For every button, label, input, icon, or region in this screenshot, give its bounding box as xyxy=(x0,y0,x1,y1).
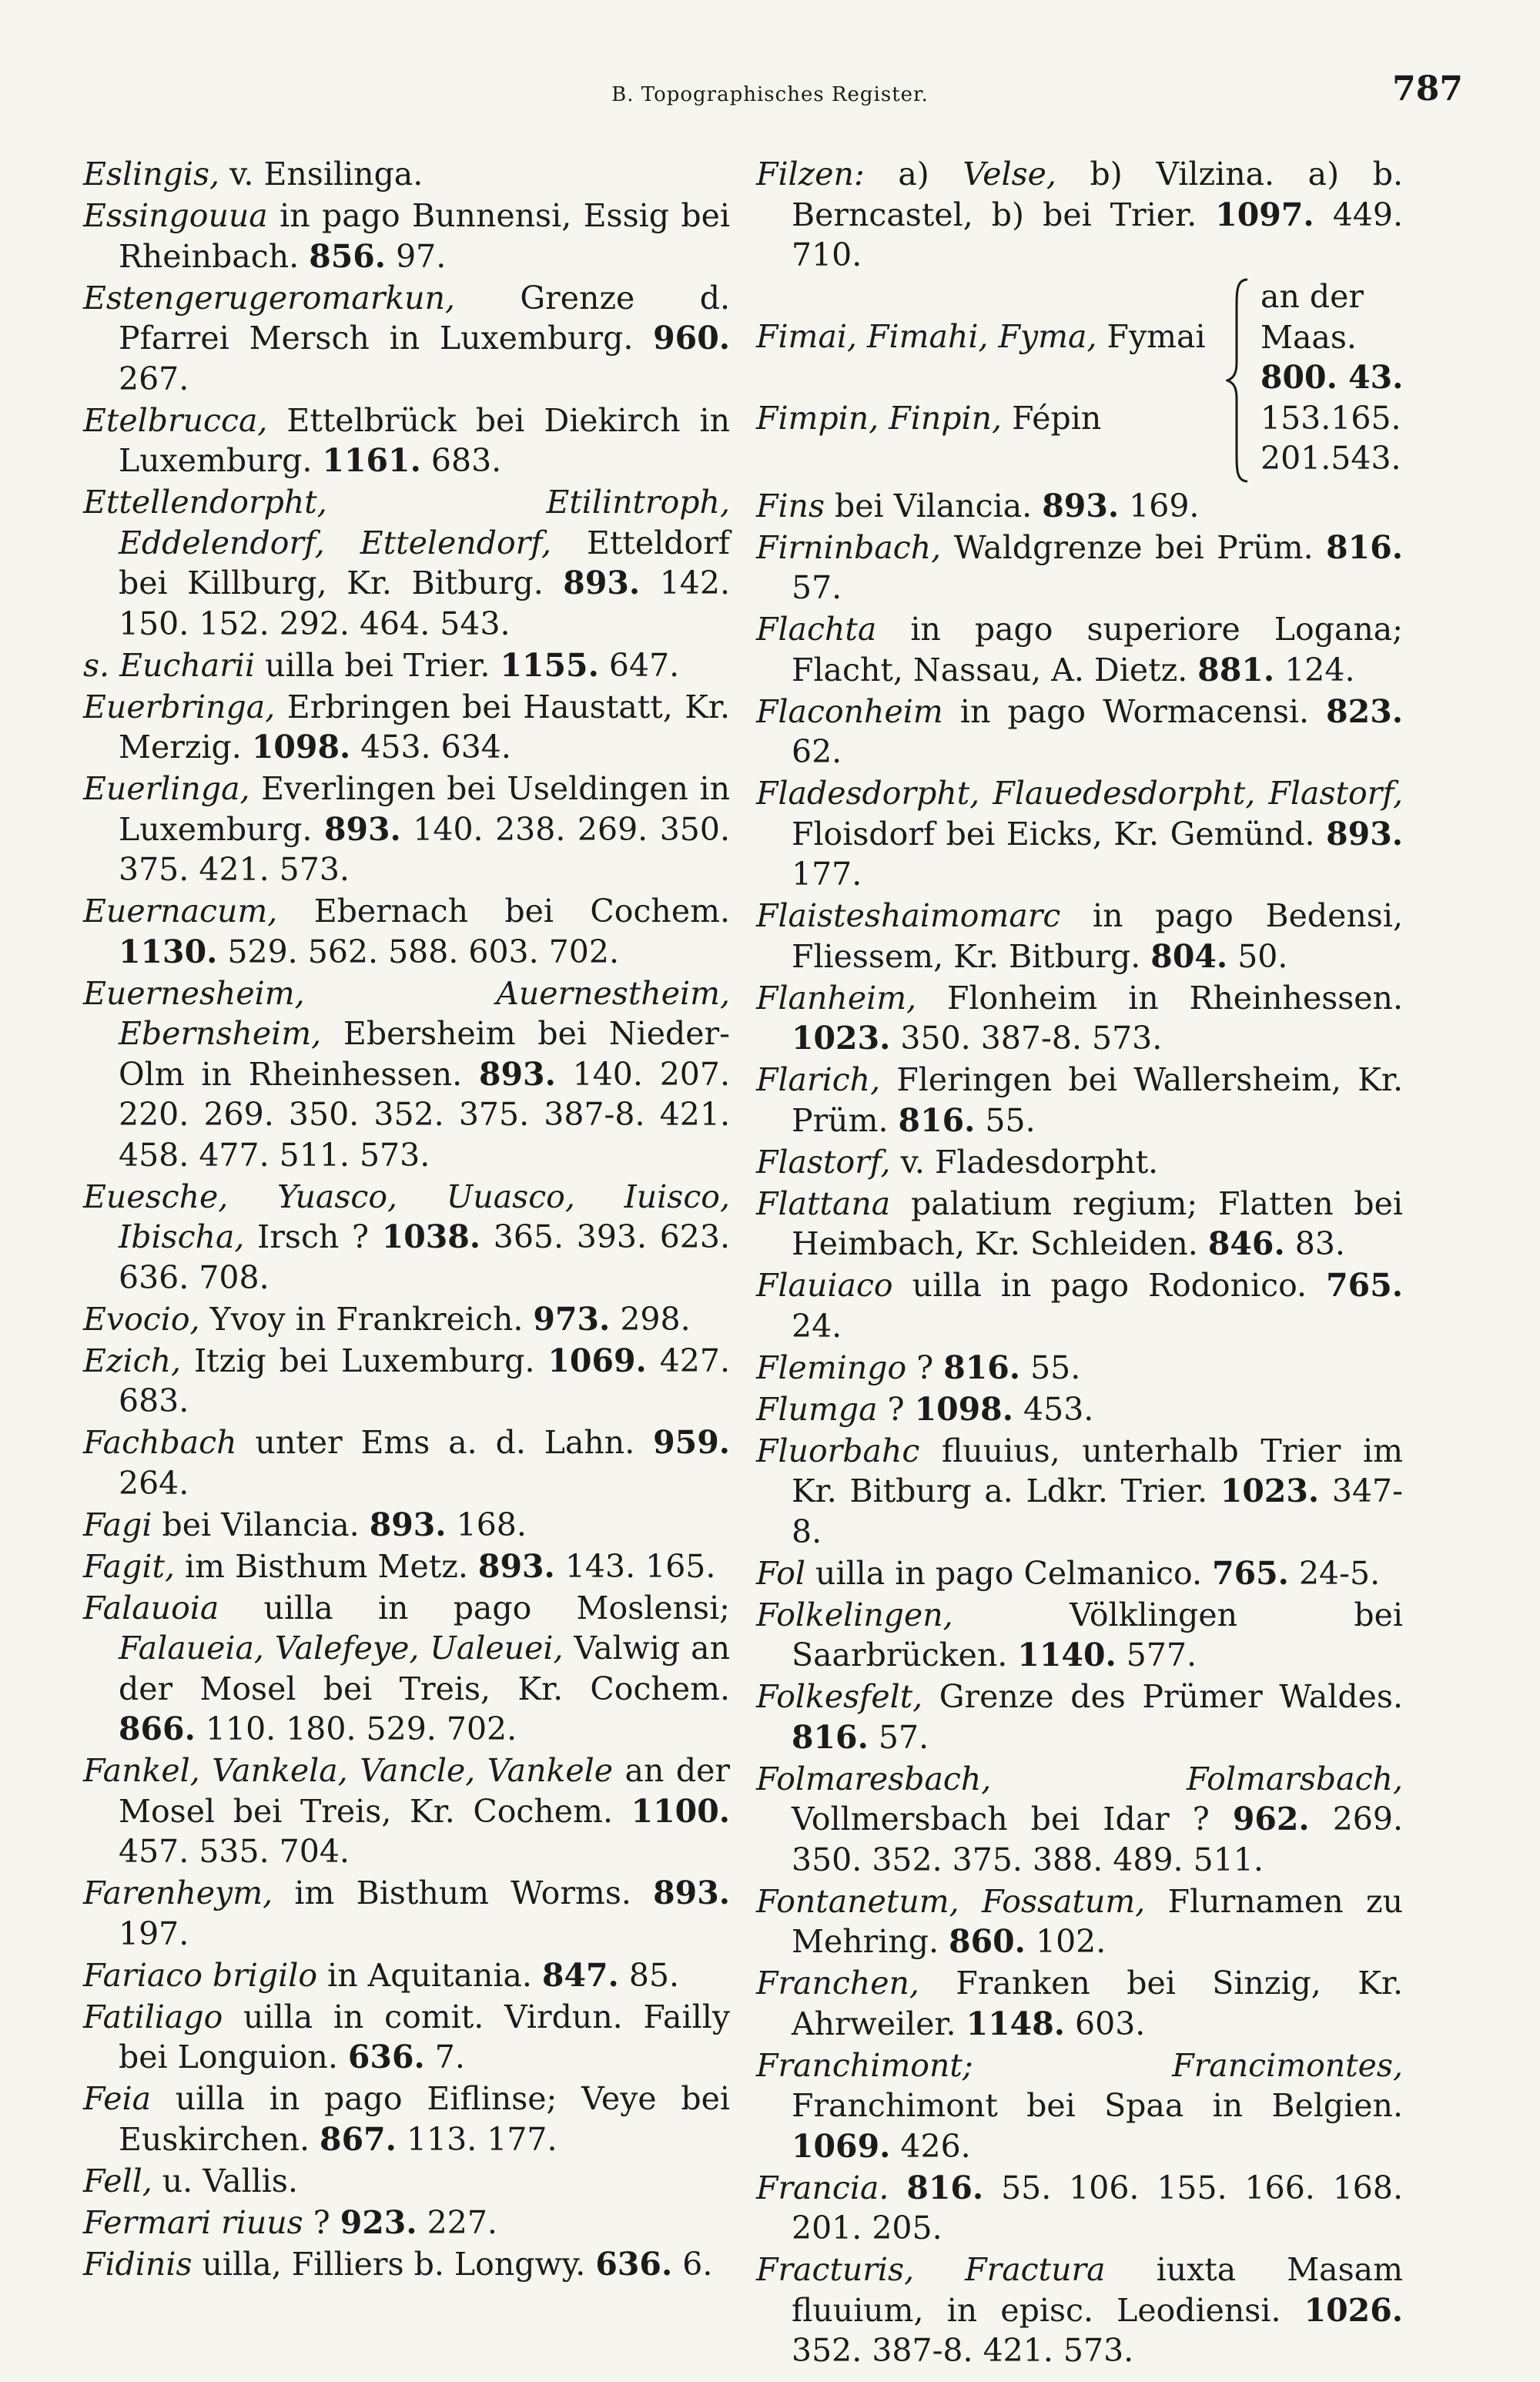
entry-head: Fatiliago xyxy=(83,1998,223,2035)
entry-refs: 6. xyxy=(672,2245,713,2283)
entry-text: Etteldorf bei Killburg, Kr. Bitburg. xyxy=(119,524,730,601)
entry-text: in pago Bedensi, Fliessem, Kr. Bitburg. xyxy=(792,897,1403,975)
index-entry xyxy=(756,1759,1403,1881)
entry-text xyxy=(889,2169,906,2206)
entry-refs: 102. xyxy=(1025,1923,1106,1960)
index-entry xyxy=(756,1060,1403,1141)
entry-text: Flonheim in Rheinhessen. xyxy=(916,979,1403,1017)
entry-refs: 647. xyxy=(598,646,680,684)
entry-text: ? xyxy=(303,2203,340,2241)
entry-text: unter Ems a. d. Lahn. xyxy=(236,1424,654,1461)
entry-charter-no: 765. xyxy=(1212,1554,1289,1592)
entry-charter-no: 1161. xyxy=(322,442,421,479)
index-entry xyxy=(83,2079,730,2159)
index-entry xyxy=(83,1299,730,1340)
entry-refs: 57. xyxy=(792,569,842,606)
right-column xyxy=(756,154,1403,2372)
entry-text: Fleringen bei Wallersheim, Kr. Prüm. xyxy=(792,1061,1403,1139)
entry-head: Fladesdorpht, Flauedesdorpht, Flastorf, xyxy=(756,775,1403,812)
entry-head: Folkesfelt, xyxy=(756,1678,923,1715)
entry-charter-no: 846. xyxy=(1207,1225,1285,1262)
entry-refs: 264. xyxy=(119,1464,189,1502)
entry-charter-no: 847. xyxy=(541,1956,619,1994)
entry-text: v. Fladesdorpht. xyxy=(890,1143,1159,1181)
entry-text: uilla in comit. Virdun. Failly bei Longuion. xyxy=(119,1998,730,2075)
entry-refs: 169. xyxy=(1119,487,1200,524)
entry-charter-no: 856. xyxy=(309,237,387,275)
entry-charter-no: 1098. xyxy=(914,1390,1013,1428)
entry-head: Fluorbahc xyxy=(756,1432,920,1469)
entry-text: Yvoy in Frankreich. xyxy=(199,1300,534,1338)
entry-text: uilla in pago Rodonico. xyxy=(892,1267,1327,1304)
entry-charter-no: 893. xyxy=(563,565,641,601)
entry-head: Fins xyxy=(756,487,825,524)
index-entry xyxy=(756,2168,1403,2249)
entry-text: bei Vilancia. xyxy=(152,1506,370,1543)
entry-head: Filzen: xyxy=(756,156,865,193)
entry-refs: 110. 180. 529. 702. xyxy=(195,1710,517,1747)
index-entry xyxy=(83,1997,730,2078)
entry-head: Fermari riuus xyxy=(83,2203,303,2241)
left-column xyxy=(83,154,730,2286)
entry-text: Grenze des Prümer Waldes. xyxy=(922,1678,1403,1715)
entry-text: an der Mosel bei Treis, Kr. Cochem. xyxy=(119,1752,730,1830)
entry-charter-no: 860. xyxy=(949,1923,1026,1960)
entry-text: Flurnamen zu Mehring. xyxy=(792,1882,1403,1960)
entry-charter-no: 893. xyxy=(1042,487,1120,524)
entry-head: Falauoia xyxy=(83,1589,219,1627)
entry-text: Ettelbrück bei Diekirch in Luxemburg. xyxy=(119,401,730,479)
entry-refs: 142. 150. 152. 292. 464. 543. xyxy=(119,565,730,642)
entry-charter-no: 1130. xyxy=(119,933,218,970)
index-entry xyxy=(83,196,730,276)
entry-charter-no: 816. xyxy=(898,1101,976,1139)
index-entry xyxy=(83,1422,730,1503)
entry-charter-no: 893. xyxy=(1326,815,1403,853)
entry-charter-no: 1023. xyxy=(1220,1472,1320,1509)
entry-charter-no: 960. xyxy=(653,320,730,357)
entry-text: Vollmersbach bei Idar ? xyxy=(792,1801,1233,1838)
entry-head: Flanheim, xyxy=(756,979,917,1017)
entry-refs: 427. 683. xyxy=(119,1342,731,1419)
entry-text: v. Ensilinga. xyxy=(219,156,424,193)
index-entry xyxy=(756,2250,1403,2371)
entry-refs: 453. xyxy=(1013,1390,1094,1428)
entry-head: Euesche, Yuasco, Uuasco, Iuisco, Ibischa, xyxy=(83,1178,730,1255)
entry-text: u. Vallis. xyxy=(152,2162,298,2199)
entry-charter-no: 636. xyxy=(595,2245,673,2283)
entry-text: Franchimont bei Spaa in Belgien. xyxy=(792,2087,1403,2124)
entry-text: Everlingen bei Useldingen in Luxemburg. xyxy=(119,770,730,848)
entry-text: Völklingen bei Saarbrücken. xyxy=(792,1596,1403,1673)
entry-charter-no: 1038. xyxy=(381,1218,481,1255)
fimai-group xyxy=(756,276,1403,484)
entry-charter-no: 893. xyxy=(653,1874,730,1911)
entry-head: Ezich, xyxy=(83,1342,182,1379)
entry-head: Estengerugeromarkun, xyxy=(83,279,456,317)
entry-charter-no: 823. xyxy=(1326,692,1403,730)
index-entry xyxy=(83,1341,730,1422)
entry-head: Fidinis xyxy=(83,2245,192,2283)
entry-head: Feia xyxy=(83,2080,152,2117)
entry-head: Fachbach xyxy=(83,1424,237,1461)
index-entry xyxy=(83,2203,730,2243)
entry-charter-no: 765. xyxy=(1326,1267,1403,1304)
index-entry xyxy=(756,1348,1403,1389)
entry-head: Franchen, xyxy=(756,1965,919,2002)
index-entry xyxy=(83,687,730,768)
entry-refs: 529. 562. 588. 603. 702. xyxy=(217,933,619,970)
entry-text: in pago Bunnensi, Essig bei Rheinbach. xyxy=(119,197,730,275)
index-entry xyxy=(756,896,1403,977)
entry-head: Fracturis, Fractura xyxy=(756,2251,1106,2288)
entry-text: uilla in pago Moslensi; xyxy=(219,1589,730,1627)
entry-refs: 365. 393. 623. 636. 708. xyxy=(119,1218,730,1296)
index-entry xyxy=(83,1750,730,1872)
index-entry xyxy=(83,482,730,644)
entry-text: Waldgrenze bei Prüm. xyxy=(941,528,1327,566)
entry-charter-no: 1069. xyxy=(547,1342,647,1379)
entry-charter-no: 1155. xyxy=(500,646,599,684)
entry-charter-no: 1023. xyxy=(792,1020,891,1057)
entry-head: Fol xyxy=(756,1554,806,1592)
entry-text: uilla, Filliers b. Longwy. xyxy=(192,2245,596,2283)
entry-head: Euerbringa, xyxy=(83,688,276,725)
index-entry xyxy=(756,1184,1403,1265)
entry-text: ? xyxy=(906,1348,944,1386)
entry-head: Flumga xyxy=(756,1390,878,1428)
index-entry xyxy=(756,154,1403,276)
entry-refs: 457. 535. 704. xyxy=(119,1833,350,1870)
entry-text: im Bisthum Worms. xyxy=(273,1874,654,1911)
entry-refs: 426. xyxy=(890,2127,971,2165)
index-entry xyxy=(756,773,1403,895)
entry-charter-no: 816. xyxy=(1326,528,1403,566)
index-entry xyxy=(83,1955,730,1996)
entry-refs: 7. xyxy=(424,2039,465,2075)
entry-charter-no: 893. xyxy=(369,1506,447,1543)
entry-text: Ebernach bei Cochem. xyxy=(277,893,730,930)
entry-text: Floisdorf bei Eicks, Kr. Gemünd. xyxy=(792,815,1327,853)
entry-refs: 140. 238. 269. 350. 375. 421. 573. xyxy=(119,810,730,888)
entry-head: Folkelingen, xyxy=(756,1596,953,1633)
entry-charter-no: 1148. xyxy=(966,2005,1066,2042)
entry-text: Grenze d. Pfarrei Mersch in Luxemburg. xyxy=(119,279,730,357)
entry-text: Irsch ? xyxy=(244,1218,382,1255)
index-entry xyxy=(756,692,1403,772)
entry-text: Itzig bei Luxemburg. xyxy=(181,1342,548,1379)
entry-text-alt: b) Vilzina. a) b. Berncastel, b) bei Trier. xyxy=(792,156,1403,233)
entry-text: Franken bei Sinzig, Kr. Ahrweiler. xyxy=(792,1965,1403,2042)
entry-charter-no: 973. xyxy=(533,1300,611,1338)
entry-charter-no: 866. xyxy=(119,1710,196,1747)
entry-refs: 197. xyxy=(119,1915,189,1952)
entry-text: in pago Wormacensi. xyxy=(942,692,1327,730)
entry-charter-no: 804. xyxy=(1150,937,1228,975)
entry-refs: 140. 207. 220. 269. 350. 352. 375. 387-8. 421. 458. 477. 511. 573. xyxy=(119,1055,730,1174)
entry-head: Euernesheim, Auernestheim, Ebernsheim, xyxy=(83,974,730,1052)
entry-text: uilla bei Trier. xyxy=(255,646,500,684)
entry-refs: 124. xyxy=(1274,651,1355,688)
entry-refs: 83. xyxy=(1284,1225,1345,1262)
entry-text: uilla in pago Celmanico. xyxy=(805,1554,1213,1592)
entry-charter-no: 1140. xyxy=(1017,1637,1116,1673)
entry-charter-no: 893. xyxy=(323,810,401,848)
entry-text-alt: Valwig an der Mosel bei Treis, Kr. Cochem. xyxy=(119,1630,730,1707)
entry-charter-no: 867. xyxy=(320,2120,397,2158)
entry-refs: 453. 634. xyxy=(350,729,511,766)
entry-text: palatium regium; Flatten bei Heimbach, Kr. Schleiden. xyxy=(792,1184,1403,1262)
entry-head: Fariaco brigilo xyxy=(83,1956,318,1994)
entry-charter-no: 1100. xyxy=(631,1792,730,1830)
entry-charter-no: 881. xyxy=(1197,651,1275,688)
entry-refs: 298. xyxy=(610,1300,691,1338)
index-entry xyxy=(756,1963,1403,2044)
index-entry xyxy=(83,1546,730,1587)
entry-head: Farenheym, xyxy=(83,1874,273,1911)
index-entry xyxy=(83,278,730,400)
index-entry xyxy=(756,1142,1403,1183)
entry-head: Flarich, xyxy=(756,1061,881,1098)
entry-text: in Aquitania. xyxy=(317,1956,542,1994)
entry-charter-no: 893. xyxy=(478,1055,556,1093)
entry-text: bei Vilancia. xyxy=(825,487,1043,524)
entry-head: Euerlinga, xyxy=(83,770,250,807)
entry-refs: 267. xyxy=(119,360,189,397)
entry-refs: 603. xyxy=(1065,2005,1146,2042)
entry-refs: 577. xyxy=(1116,1637,1197,1673)
entry-head: Fagi xyxy=(83,1506,152,1543)
entry-refs: 449. 710. xyxy=(792,196,1403,273)
index-entry xyxy=(83,400,730,481)
entry-head: Flachta xyxy=(756,611,877,648)
entry-refs: 57. xyxy=(868,1718,929,1756)
entry-head: Flemingo xyxy=(756,1348,907,1386)
index-entry xyxy=(756,1553,1403,1594)
fimpin-names: Fimpin, Finpin, Fépin xyxy=(756,400,1102,437)
index-entry xyxy=(83,1505,730,1546)
index-entry xyxy=(83,1873,730,1954)
entry-charter-no: 816. xyxy=(792,1718,869,1756)
entry-head: Fagit, xyxy=(83,1547,175,1585)
entry-refs: 177. xyxy=(792,856,862,893)
entry-head: Evocio, xyxy=(83,1300,200,1338)
index-entry xyxy=(83,2244,730,2285)
entry-charter-no: 923. xyxy=(340,2203,417,2241)
entry-head: Flaconheim xyxy=(756,692,943,730)
index-entry xyxy=(83,645,730,686)
index-entry xyxy=(83,891,730,972)
entry-charter-no: 959. xyxy=(653,1424,730,1461)
entry-refs: 227. xyxy=(417,2203,497,2241)
entry-refs: 24-5. xyxy=(1288,1554,1381,1592)
page-number: 787 xyxy=(1392,69,1463,109)
index-entry xyxy=(756,1881,1403,1962)
entry-text: iuxta Masam fluuium, in episc. Leodiensi. xyxy=(792,2251,1403,2329)
entry-head: Firninbach, xyxy=(756,528,942,566)
entry-head: Eslingis, xyxy=(83,156,220,193)
fimai-refs: an der Maas. 800. 43. 153.165. 201.543. xyxy=(1260,278,1404,477)
index-entry xyxy=(756,1431,1403,1553)
entry-refs: 62. xyxy=(792,733,842,770)
entry-charter-no: 893. xyxy=(477,1547,555,1585)
entry-head: Essingouua xyxy=(83,197,268,234)
index-entry xyxy=(83,154,730,195)
index-entry xyxy=(756,1677,1403,1757)
entry-charter-no: 816. xyxy=(943,1348,1021,1386)
entry-refs: 50. xyxy=(1227,937,1288,975)
index-entry xyxy=(83,1588,730,1750)
index-entry xyxy=(83,2161,730,2202)
entry-head: Flastorf, xyxy=(756,1143,891,1181)
index-entry xyxy=(756,609,1403,690)
index-entry xyxy=(756,1389,1403,1430)
index-entry xyxy=(756,2045,1403,2167)
entry-head: Euernacum, xyxy=(83,893,278,930)
entry-charter-no: 816. xyxy=(906,2169,984,2206)
entry-head: Ettellendorpht, Etilintroph, Eddelendorf, Ettelendorf, xyxy=(83,484,730,561)
entry-head: Francia. xyxy=(756,2169,889,2206)
entry-head-alt: Velse, xyxy=(962,156,1056,193)
entry-refs: 143. 165. xyxy=(554,1547,716,1585)
entry-text: Ebersheim bei Nieder-Olm in Rheinhessen. xyxy=(119,1015,730,1093)
entry-head: Etelbrucca, xyxy=(83,401,268,439)
entry-text: Erbringen bei Haustatt, Kr. Merzig. xyxy=(119,688,730,766)
entry-text: uilla in pago Eiflinse; Veye bei Euskirchen. xyxy=(119,2080,730,2158)
entry-charter-no: 962. xyxy=(1232,1801,1310,1838)
entry-head: s. Eucharii xyxy=(83,646,256,684)
fimai-bold-ref: 800. 43. xyxy=(1260,359,1404,396)
entry-text: im Bisthum Metz. xyxy=(174,1547,478,1585)
entry-head-alt: Falaueia, Valefeye, Ualeuei, xyxy=(119,1630,564,1667)
index-entry xyxy=(756,1595,1403,1676)
entry-text: fluuius, unterhalb Trier im Kr. Bitburg a. Ldkr. Trier. xyxy=(792,1432,1403,1509)
index-entry xyxy=(83,1177,730,1298)
entry-head: Fankel, Vankela, Vancle, Vankele xyxy=(83,1752,613,1789)
curly-brace-icon xyxy=(1226,276,1257,484)
entry-head: Flaisteshaimomarc xyxy=(756,897,1061,934)
fimai-names: Fimai, Fimahi, Fyma, Fymai xyxy=(756,318,1206,355)
running-title: B. Topographisches Register. xyxy=(611,83,929,106)
entry-charter-no: 1026. xyxy=(1304,2291,1403,2329)
entry-charter-no: 1098. xyxy=(251,729,351,766)
entry-head: Flattana xyxy=(756,1184,891,1222)
entry-refs: 55. xyxy=(975,1101,1036,1139)
entry-head: Fell, xyxy=(83,2162,152,2199)
entry-refs: 24. xyxy=(792,1307,842,1345)
entry-text: ? xyxy=(877,1390,915,1428)
entry-refs: 269. 350. 352. 375. 388. 489. 511. xyxy=(792,1801,1403,1878)
index-entry xyxy=(83,973,730,1176)
entry-refs: 55. xyxy=(1020,1348,1081,1386)
entry-refs: 113. 177. xyxy=(396,2120,557,2158)
entry-head: Franchimont; Francimontes, xyxy=(756,2046,1403,2084)
entry-refs: 347-8. xyxy=(792,1472,1403,1550)
entry-head: Fontanetum, Fossatum, xyxy=(756,1882,1146,1920)
entry-charter-no: 1069. xyxy=(792,2127,891,2165)
index-entry xyxy=(756,486,1403,527)
running-head xyxy=(77,69,1463,123)
entry-refs: 55. 106. 155. 166. 168. 201. 205. xyxy=(792,2169,1403,2246)
entry-text: a) xyxy=(864,156,963,193)
entry-refs: 85. xyxy=(618,1956,680,1994)
index-entry xyxy=(756,1265,1403,1346)
entry-charter-no: 636. xyxy=(347,2039,425,2075)
entry-refs: 97. xyxy=(386,237,447,275)
entry-text: in pago superiore Logana; Flacht, Nassau, A. Dietz. xyxy=(792,611,1403,688)
entry-head: Folmaresbach, Folmarsbach, xyxy=(756,1760,1403,1797)
entry-head: Flauiaco xyxy=(756,1267,893,1304)
index-entry xyxy=(756,528,1403,608)
entry-refs: 350. 387-8. 573. xyxy=(890,1020,1163,1057)
entry-refs: 352. 387-8. 421. 573. xyxy=(792,2332,1134,2369)
entry-charter-no: 1097. xyxy=(1215,196,1314,233)
entry-refs: 168. xyxy=(446,1506,527,1543)
index-entry xyxy=(756,978,1403,1059)
entry-refs: 683. xyxy=(420,442,502,479)
index-entry xyxy=(83,769,730,890)
